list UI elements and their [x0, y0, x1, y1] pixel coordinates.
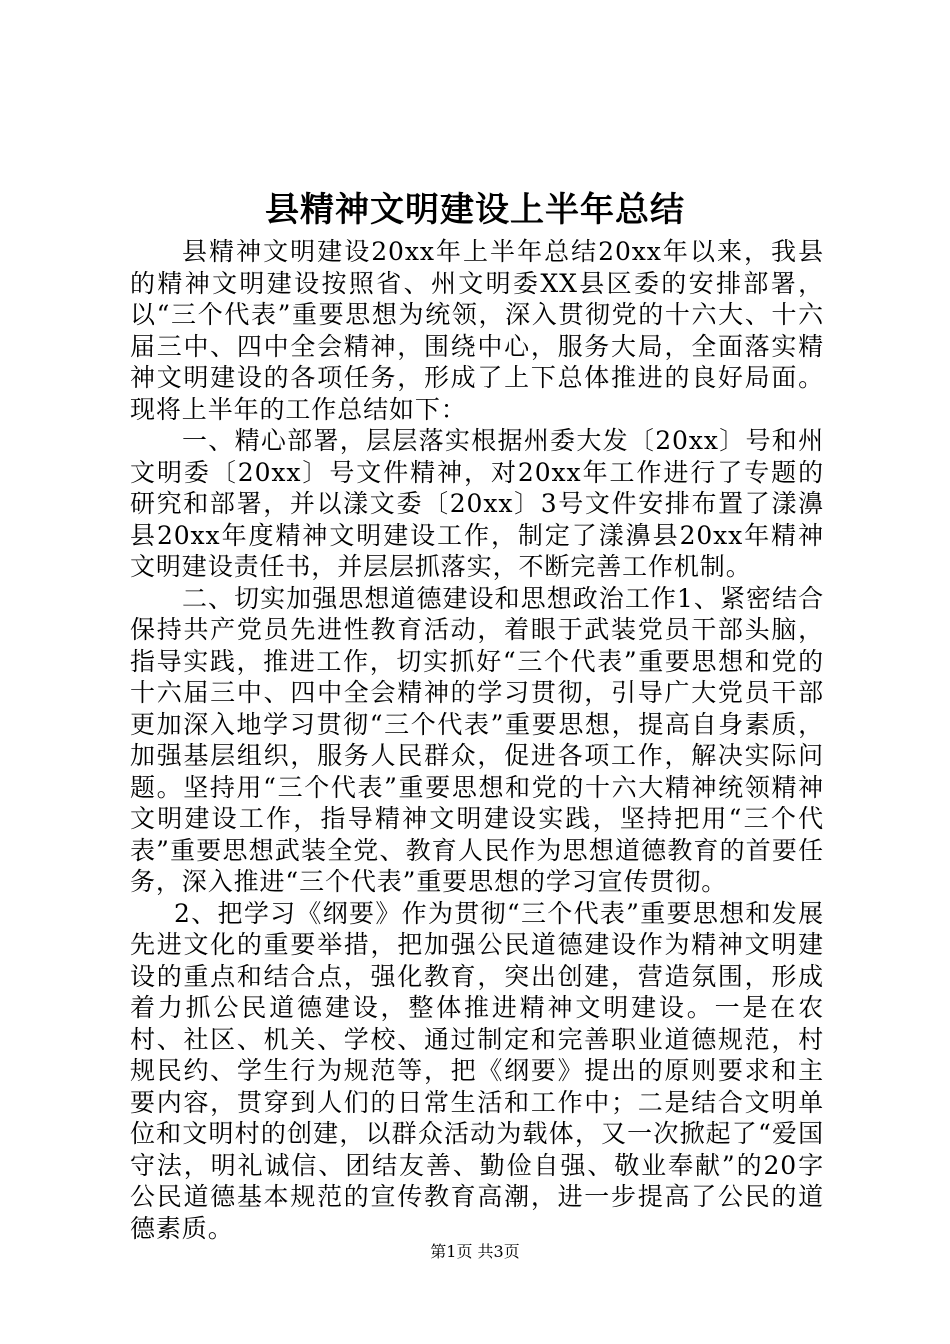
paragraph-section-two: 二、切实加强思想道德建设和思想政治工作1、紧密结合保持共产党员先进性教育活动，着眼于武装党员干部头脑，指导实践，推进工作，切实抓好“三个代表”重要思想和党的十六届三中、四中全会精神的学习贯彻，引导广大党员干部更加深入地学习贯彻“三个代表”重要思想，提高自身素质，加强基层组织，服务人民群众，促进各项工作，解决实际问题。坚持用“三个代表”重要思想和党的十六大精神统领精神文明建设工作，指导精神文明建设实践，坚持把用“三个代表”重要思想武装全党、教育人民作为思想道德教育的首要任务，深入推进“三个代表”重要思想的学习宣传贯彻。 — [130, 583, 824, 896]
paragraph-section-one: 一、精心部署，层层落实根据州委大发〔20xx〕号和州文明委〔20xx〕号文件精神，对20xx年工作进行了专题的研究和部署，并以漾文委〔20xx〕3号文件安排布置了漾濞县20xx年度精神文明建设工作，制定了漾濞县20xx年精神文明建设责任书，并层层抓落实，不断完善工作机制。 — [130, 426, 824, 581]
paragraph-section-two-item-2: 2、把学习《纲要》作为贯彻“三个代表”重要思想和发展先进文化的重要举措，把加强公民道德建设作为精神文明建设的重点和结合点，强化教育，突出创建，营造氛围，形成着力抓公民道德建设，整体推进精神文明建设。一是在农村、社区、机关、学校、通过制定和完善职业道德规范，村规民约、学生行为规范等，把《纲要》提出的原则要求和主要内容，贯穿到人们的日常生活和工作中；二是结合文明单位和文明村的创建，以群众活动为载体，又一次掀起了“爱国守法，明礼诚信、团结友善、勤俭自强、敬业奉献”的20字公民道德基本规范的宣传教育高潮，进一步提高了公民的道德素质。 — [130, 898, 824, 1243]
document-body — [130, 236, 824, 1244]
document-title: 县精神文明建设上半年总结 — [265, 190, 685, 230]
paragraph-intro: 县精神文明建设20xx年上半年总结20xx年以来，我县的精神文明建设按照省、州文明委XX县区委的安排部署，以“三个代表”重要思想为统领，深入贯彻党的十六大、十六届三中、四中全会精神，围绕中心，服务大局，全面落实精神文明建设的各项任务，形成了上下总体推进的良好局面。现将上半年的工作总结如下： — [130, 237, 824, 424]
page-number-footer: 第1页 共3页 — [430, 1242, 520, 1261]
